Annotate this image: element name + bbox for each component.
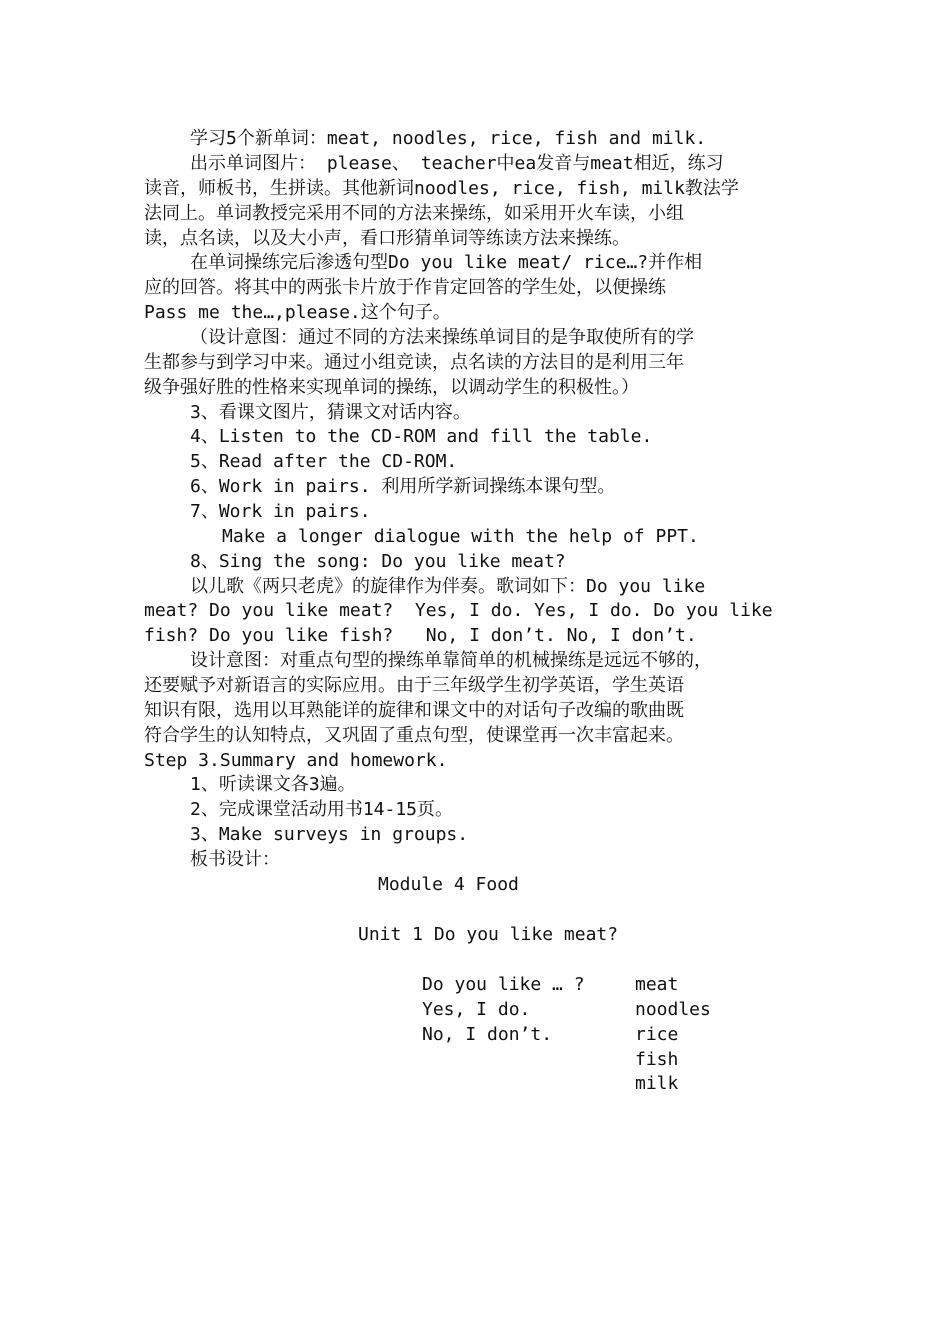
step-item: 2、完成课堂活动用书14-15页。 <box>190 799 454 820</box>
design-intent-line: 生都参与到学习中来。通过小组竞读，点名读的方法目的是利用三年 <box>144 352 684 373</box>
text-line: Pass me the…,please.这个句子。 <box>144 302 451 323</box>
step-item: 7、Work in pairs. <box>190 501 371 522</box>
board-word: meat <box>635 974 679 995</box>
board-sentence: Do you like … ? <box>422 974 585 995</box>
text-line: 在单词操练完后渗透句型Do you like meat/ rice…?并作相 <box>190 252 703 273</box>
step-item: 3、看课文图片，猜课文对话内容。 <box>190 402 471 423</box>
text-line: 法同上。单词教授完采用不同的方法来操练，如采用开火车读，小组 <box>144 203 684 224</box>
text-line: meat? Do you like meat? Yes, I do. Yes, I do. Do you like <box>144 600 773 621</box>
board-word: milk <box>635 1073 679 1094</box>
text-line: 出示单词图片： please、 teacher中ea发音与meat相近，练习 <box>190 153 724 174</box>
text-line: 应的回答。将其中的两张卡片放于作肯定回答的学生处，以便操练 <box>144 277 666 298</box>
board-sentence: No, I don’t. <box>422 1024 553 1045</box>
board-sentence: Yes, I do. <box>422 999 531 1020</box>
board-word: noodles <box>635 999 711 1020</box>
design-intent-line: 符合学生的认知特点，又巩固了重点句型，使课堂再一次丰富起来。 <box>144 725 684 746</box>
board-title: Module 4 Food <box>378 874 519 895</box>
design-intent-line: 级争强好胜的性格来实现单词的操练，以调动学生的积极性。） <box>144 377 639 398</box>
step-item: 3、Make surveys in groups. <box>190 824 469 845</box>
text-line: fish? Do you like fish? No, I don’t. No, I don’t. <box>144 625 697 646</box>
board-design-label: 板书设计： <box>190 849 280 870</box>
design-intent-line: （设计意图：通过不同的方法来操练单词目的是争取使所有的学 <box>190 327 694 348</box>
step-item: 8、Sing the song: Do you like meat? <box>190 551 566 572</box>
text-line: 以儿歌《两只老虎》的旋律作为伴奏。歌词如下：Do you like <box>190 576 706 597</box>
text-line: 读音，师板书，生拼读。其他新词noodles, rice, fish, milk教法学 <box>144 178 739 199</box>
step-heading: Step 3.Summary and homework. <box>144 750 448 771</box>
board-word: fish <box>635 1049 679 1070</box>
text-line: 学习5个新单词：meat, noodles, rice, fish and milk. <box>190 128 707 149</box>
text-line: 读，点名读，以及大小声，看口形猜单词等练读方法来操练。 <box>144 228 630 249</box>
board-unit: Unit 1 Do you like meat? <box>358 924 619 945</box>
design-intent-line: 知识有限，选用以耳熟能详的旋律和课文中的对话句子改编的歌曲既 <box>144 700 684 721</box>
design-intent-line: 还要赋予对新语言的实际应用。由于三年级学生初学英语，学生英语 <box>144 675 684 696</box>
step-item: 1、听读课文各3遍。 <box>190 774 356 795</box>
step-item: 5、Read after the CD-ROM. <box>190 451 458 472</box>
step-item: Make a longer dialogue with the help of PPT. <box>222 526 699 547</box>
step-item: 6、Work in pairs. 利用所学新词操练本课句型。 <box>190 476 616 497</box>
design-intent-line: 设计意图：对重点句型的操练单靠简单的机械操练是远远不够的， <box>190 650 712 671</box>
step-item: 4、Listen to the CD-ROM and fill the table. <box>190 426 653 447</box>
board-word: rice <box>635 1024 679 1045</box>
